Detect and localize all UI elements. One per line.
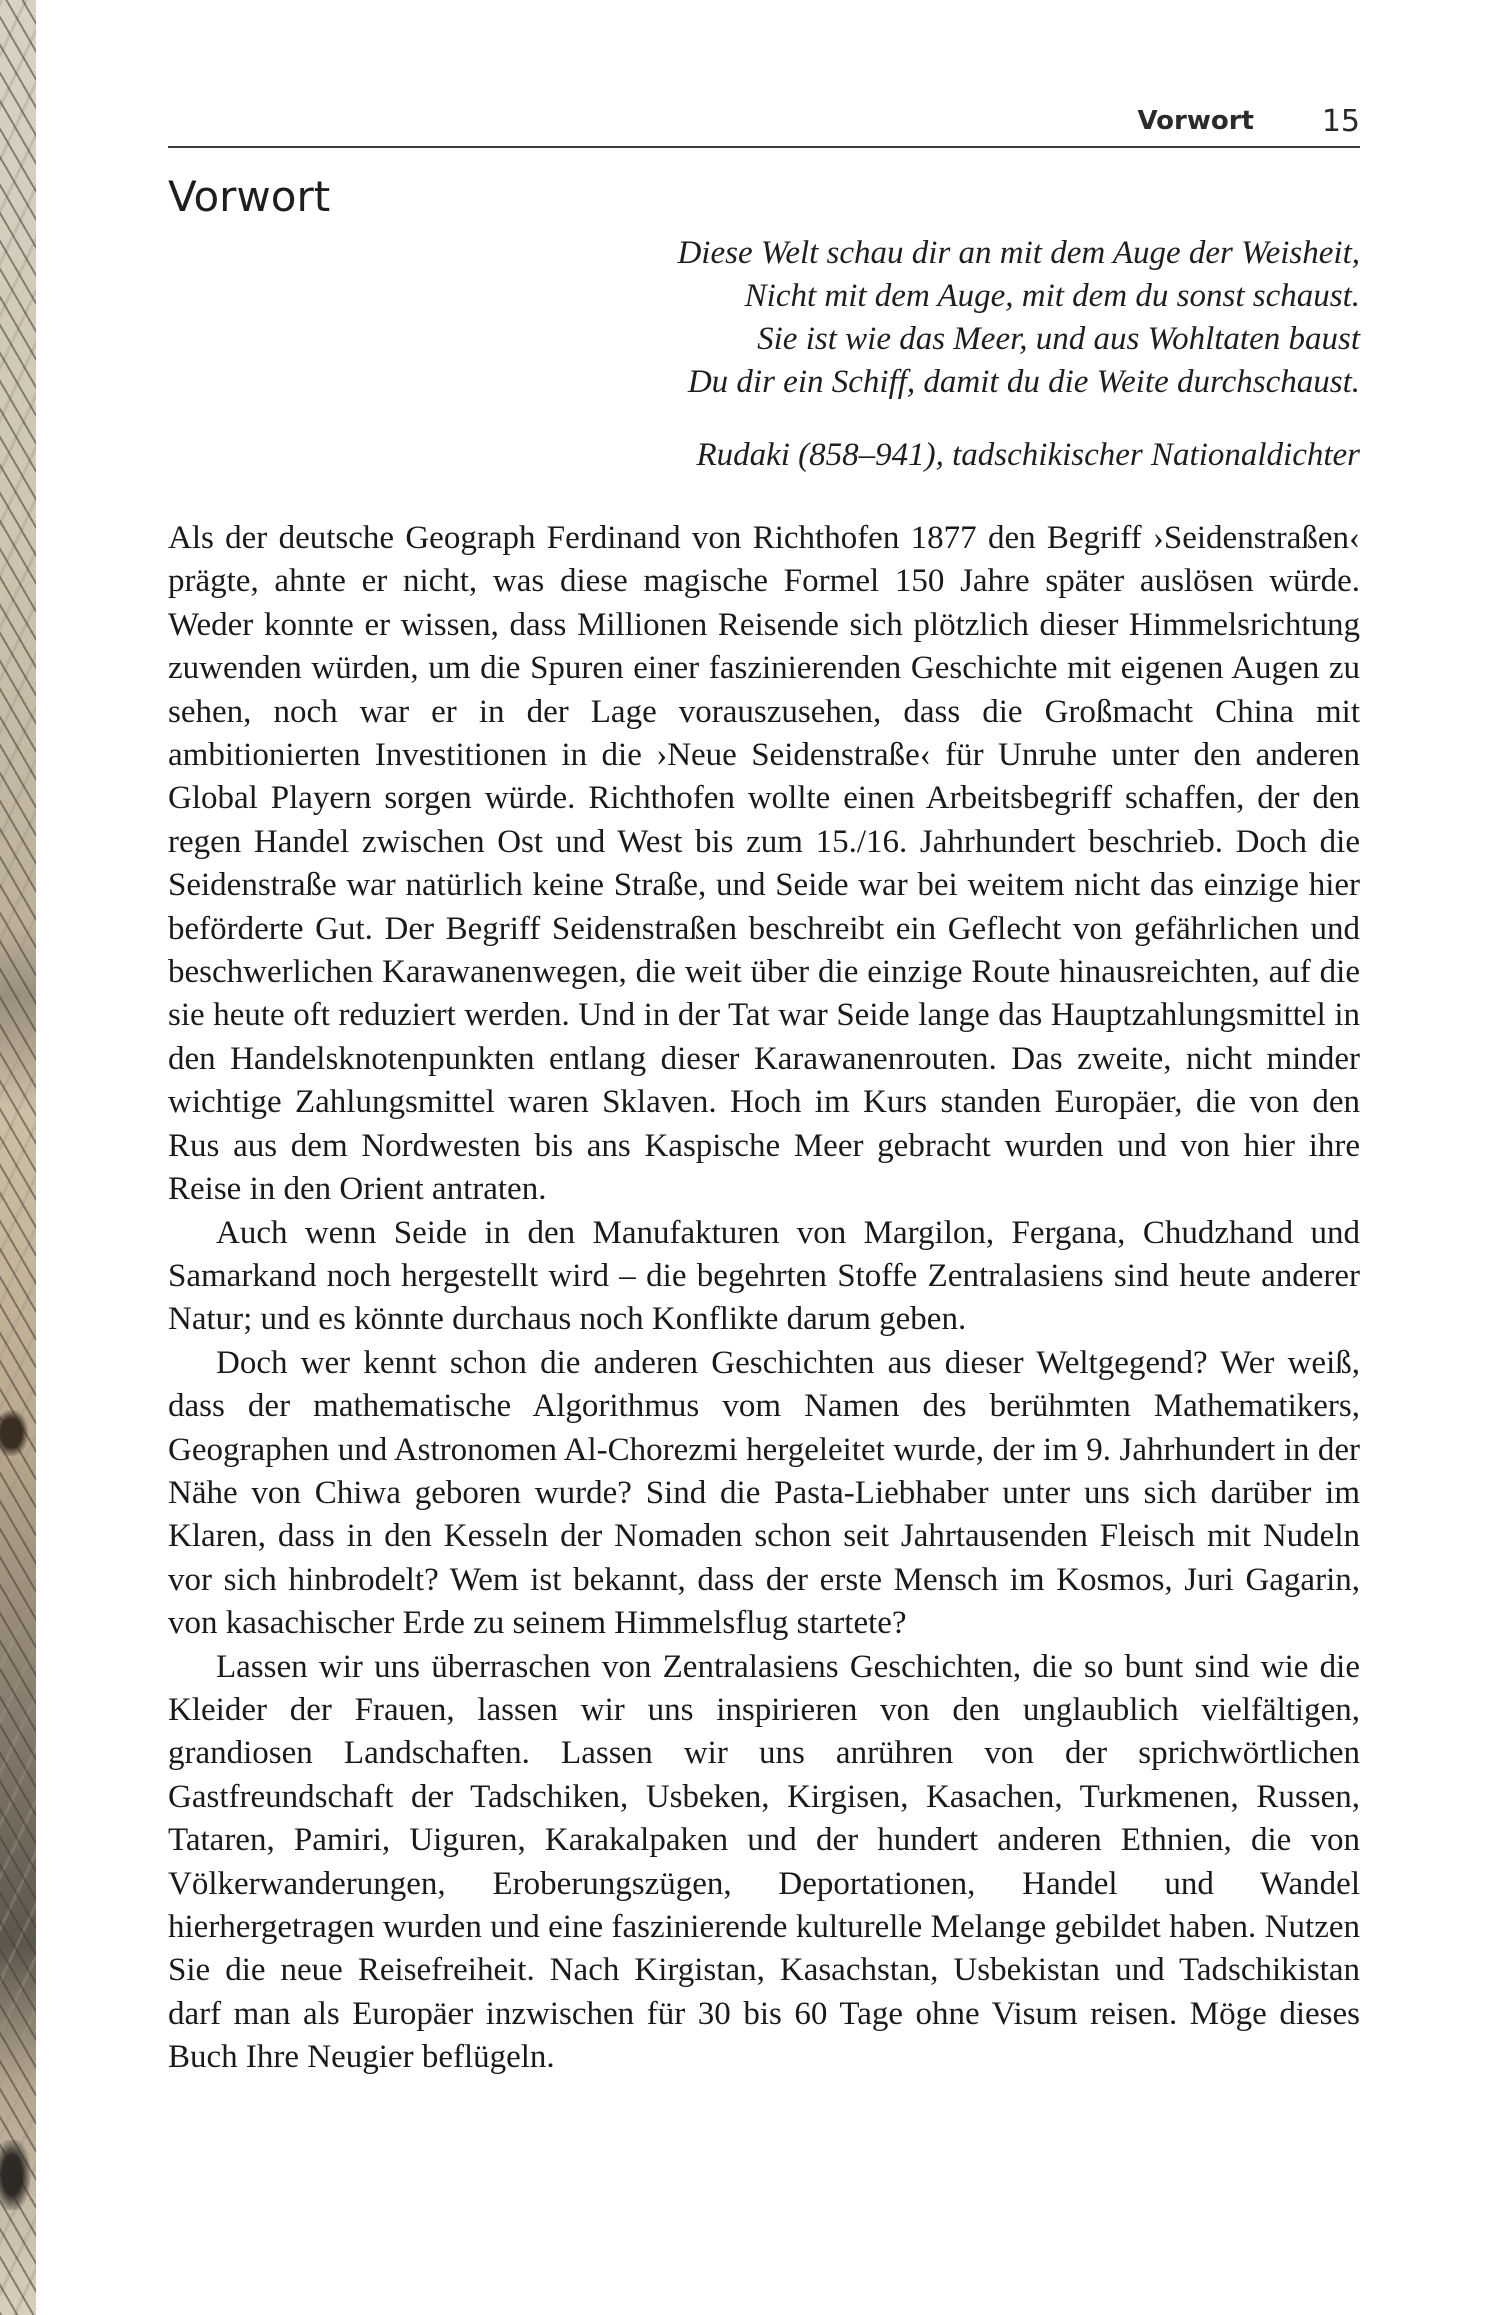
paragraph: Doch wer kennt schon die anderen Geschichten aus dieser Weltgegend? Wer weiß, dass der mathematische Algorithmus vom Namen des berühmten Mathematikers, Geographen und Astronomen Al-Chorezmi hergeleitet wurde, der im 9. Jahrhundert in der Nähe von Chiwa geboren wurde? Sind die Pasta-Liebhaber unter uns sich darüber im Klaren, dass in den Kesseln der Nomaden schon seit Jahrtausenden Fleisch mit Nudeln vor sich hinbrodelt? Wem ist bekannt, dass der erste Mensch im Kosmos, Juri Gagarin, von kasachischer Erde zu seinem Himmelsflug startete?	[168, 1344, 1360, 1642]
paragraph: Lassen wir uns überraschen von Zentralasiens Geschichten, die so bunt sind wie die Kleider der Frauen, lassen wir uns inspirieren von den unglaublich vielfältigen, grandiosen Landschaften. Lassen wir uns anrühren von der sprichwörtlichen Gastfreundschaft der Tadschiken, Usbeken, Kirgisen, Kasachen, Turkmenen, Russen, Tataren, Pamiri, Uiguren, Karakalpaken und der hundert anderen Ethnien, die von Völkerwanderungen, Eroberungszügen, Deportationen, Handel und Wandel hierhergetragen wurden und eine faszinierende kulturelle Melange gebildet haben. Nutzen Sie die neue Reisefreiheit. Nach Kirgistan, Kasachstan, Usbekistan und Tadschikistan darf man als Europäer inzwischen für 30 bis 60 Tage ohne Visum reisen. Möge dieses Buch Ihre Neugier beflügeln.	[168, 1648, 1360, 2076]
epigraph-line: Nicht mit dem Auge, mit dem du sonst schaust.	[744, 278, 1360, 314]
decorative-photo-strip	[0, 0, 36, 2315]
chapter-title: Vorwort	[168, 172, 331, 221]
running-head-title: Vorwort	[1137, 106, 1254, 136]
epigraph-line: Sie ist wie das Meer, und aus Wohltaten baust	[757, 321, 1360, 357]
paragraph: Auch wenn Seide in den Manufakturen von Margilon, Fergana, Chudzhand und Samarkand noch hergestellt wird – die begehrten Stoffe Zentralasiens sind heute anderer Natur; und es könnte durchaus noch Konflikte darum geben.	[168, 1214, 1360, 1338]
body-text	[168, 517, 1360, 2080]
photo-detail	[0, 2140, 30, 2210]
epigraph	[460, 232, 1360, 404]
epigraph-attribution: Rudaki (858–941), tadschikischer Nationaldichter	[696, 437, 1360, 473]
page-number: 15	[1321, 104, 1360, 139]
running-head	[168, 104, 1360, 148]
photo-detail	[0, 1410, 28, 1456]
epigraph-line: Diese Welt schau dir an mit dem Auge der Weisheit,	[677, 235, 1360, 271]
paragraph: Als der deutsche Geograph Ferdinand von Richthofen 1877 den Begriff ›Seidenstraßen‹ prägte, ahnte er nicht, was diese magische Formel 150 Jahre später auslösen würde. Weder konnte er wissen, dass Millionen Reisende sich plötzlich dieser Himmelsrichtung zuwenden würden, um die Spuren einer faszinierenden Geschichte mit eigenen Augen zu sehen, noch war er in der Lage vorauszusehen, dass die Großmacht China mit ambitionierten Investitionen in die ›Neue Seidenstraße‹ für Unruhe unter den anderen Global Playern sorgen würde. Richthofen wollte einen Arbeitsbegriff schaffen, der den regen Handel zwischen Ost und West bis zum 15./16. Jahrhundert beschrieb. Doch die Seidenstraße war natürlich keine Straße, und Seide war bei weitem nicht das einzige hier beförderte Gut. Der Begriff Seidenstraßen beschreibt ein Geflecht von gefährlichen und beschwerlichen Karawanenwegen, die weit über die einzige Route hinausreichten, auf die sie heute oft reduziert werden. Und in der Tat war Seide lange das Hauptzahlungsmittel in den Handelsknotenpunkten entlang dieser Karawanenrouten. Das zweite, nicht minder wichtige Zahlungsmittel waren Sklaven. Hoch im Kurs standen Europäer, die von den Rus aus dem Nordwesten bis ans Kaspische Meer gebracht wurden und von hier ihre Reise in den Orient antraten.	[168, 520, 1360, 1208]
epigraph-line: Du dir ein Schiff, damit du die Weite durchschaust.	[687, 364, 1360, 400]
